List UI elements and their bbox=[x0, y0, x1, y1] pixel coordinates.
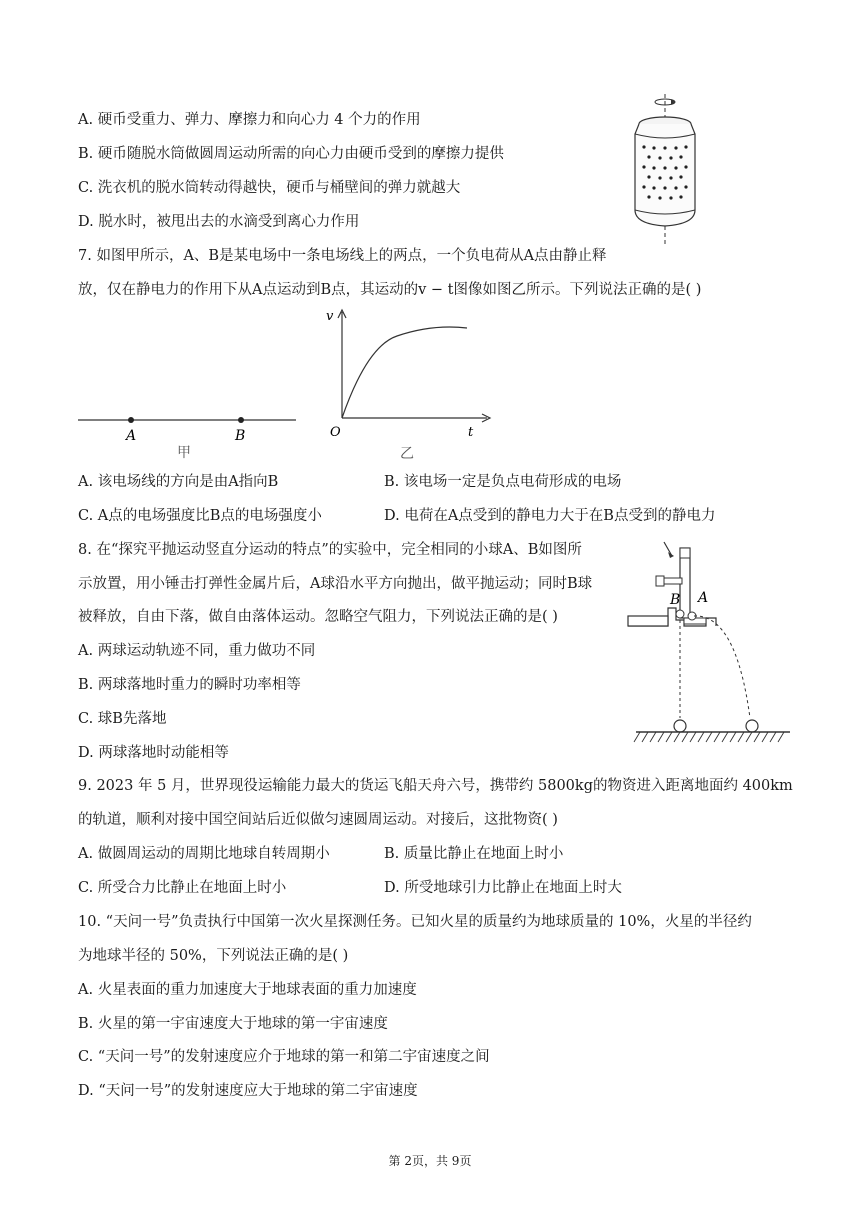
q7-stem-line-1: 7. 如图甲所示，A、B是某电场中一条电场线上的两点，一个负电荷从A点由静止释 bbox=[78, 248, 607, 264]
q10-stem-line-1: 10. “天问一号”负责执行中国第一次火星探测任务。已知火星的质量约为地球质量的 10%，火星的半径约 bbox=[78, 914, 752, 930]
q9-option-d: D. 所受地球引力比静止在地面上时大 bbox=[384, 880, 622, 896]
q8-stem-line-2: 示放置，用小锤击打弹性金属片后，A球沿水平方向抛出，做平抛运动；同时B球 bbox=[78, 576, 593, 592]
q8-option-c: C. 球B先落地 bbox=[78, 711, 167, 727]
q8-projectile-apparatus-figure bbox=[626, 538, 792, 746]
spin-drum-figure bbox=[620, 92, 710, 247]
q10-option-b: B. 火星的第一宇宙速度大于地球的第一宇宙速度 bbox=[78, 1016, 388, 1032]
q7-option-c: C. A点的电场强度比B点的电场强度小 bbox=[78, 508, 322, 524]
origin-label: O bbox=[330, 425, 341, 440]
q7-option-a: A. 该电场线的方向是由A指向B bbox=[78, 474, 279, 490]
q6-option-d: D. 脱水时，被甩出去的水滴受到离心力作用 bbox=[78, 214, 360, 230]
q6-option-c: C. 洗衣机的脱水筒转动得越快，硬币与桶壁间的弹力就越大 bbox=[78, 180, 461, 196]
q7-figure-yi-vt-graph bbox=[322, 306, 492, 462]
ball-b-label: B bbox=[670, 592, 681, 608]
v-axis-label: v bbox=[326, 309, 334, 324]
q9-stem-line-2: 的轨道，顺利对接中国空间站后近似做匀速圆周运动。对接后，这批物资( ) bbox=[78, 812, 558, 828]
q7-stem-line-2: 放，仅在静电力的作用下从A点运动到B点，其运动的v − t图像如图乙所示。下列说法正确的是( ) bbox=[78, 282, 702, 298]
q9-stem-line-1: 9. 2023 年 5 月，世界现役运输能力最大的货运飞船天舟六号，携带约 5800kg的物资进入距离地面约 400km bbox=[78, 778, 793, 794]
q6-option-b: B. 硬币随脱水筒做圆周运动所需的向心力由硬币受到的摩擦力提供 bbox=[78, 146, 504, 162]
q7-option-b: B. 该电场一定是负点电荷形成的电场 bbox=[384, 474, 622, 490]
q9-option-c: C. 所受合力比静止在地面上时小 bbox=[78, 880, 287, 896]
fig-jia-caption: 甲 bbox=[177, 445, 191, 461]
fig-yi-caption: 乙 bbox=[400, 446, 414, 462]
point-a-label: A bbox=[126, 428, 137, 444]
t-axis-label: t bbox=[468, 425, 474, 440]
q7-option-d: D. 电荷在A点受到的静电力大于在B点受到的静电力 bbox=[384, 508, 716, 524]
q8-stem-line-3: 被释放，自由下落，做自由落体运动。忽略空气阻力，下列说法正确的是( ) bbox=[78, 609, 558, 625]
q10-option-c: C. “天问一号”的发射速度应介于地球的第一和第二宇宙速度之间 bbox=[78, 1049, 490, 1065]
q10-stem-line-2: 为地球半径的 50%，下列说法正确的是( ) bbox=[78, 948, 349, 964]
q7-figure-jia bbox=[76, 400, 298, 462]
ball-a-label: A bbox=[698, 590, 709, 606]
q8-option-d: D. 两球落地时动能相等 bbox=[78, 745, 229, 761]
q8-option-a: A. 两球运动轨迹不同，重力做功不同 bbox=[78, 643, 316, 659]
q10-option-d: D. “天问一号”的发射速度应大于地球的第二宇宙速度 bbox=[78, 1083, 418, 1099]
q8-stem-line-1: 8. 在“探究平抛运动竖直分运动的特点”的实验中，完全相同的小球A、B如图所 bbox=[78, 542, 582, 558]
q6-option-a: A. 硬币受重力、弹力、摩擦力和向心力 4 个力的作用 bbox=[78, 112, 421, 128]
q8-option-b: B. 两球落地时重力的瞬时功率相等 bbox=[78, 677, 301, 693]
q9-option-b: B. 质量比静止在地面上时小 bbox=[384, 846, 564, 862]
point-b-label: B bbox=[235, 428, 246, 444]
q9-option-a: A. 做圆周运动的周期比地球自转周期小 bbox=[78, 846, 330, 862]
page-footer: 第 2页，共 9页 bbox=[388, 1154, 472, 1168]
q10-option-a: A. 火星表面的重力加速度大于地球表面的重力加速度 bbox=[78, 982, 417, 998]
